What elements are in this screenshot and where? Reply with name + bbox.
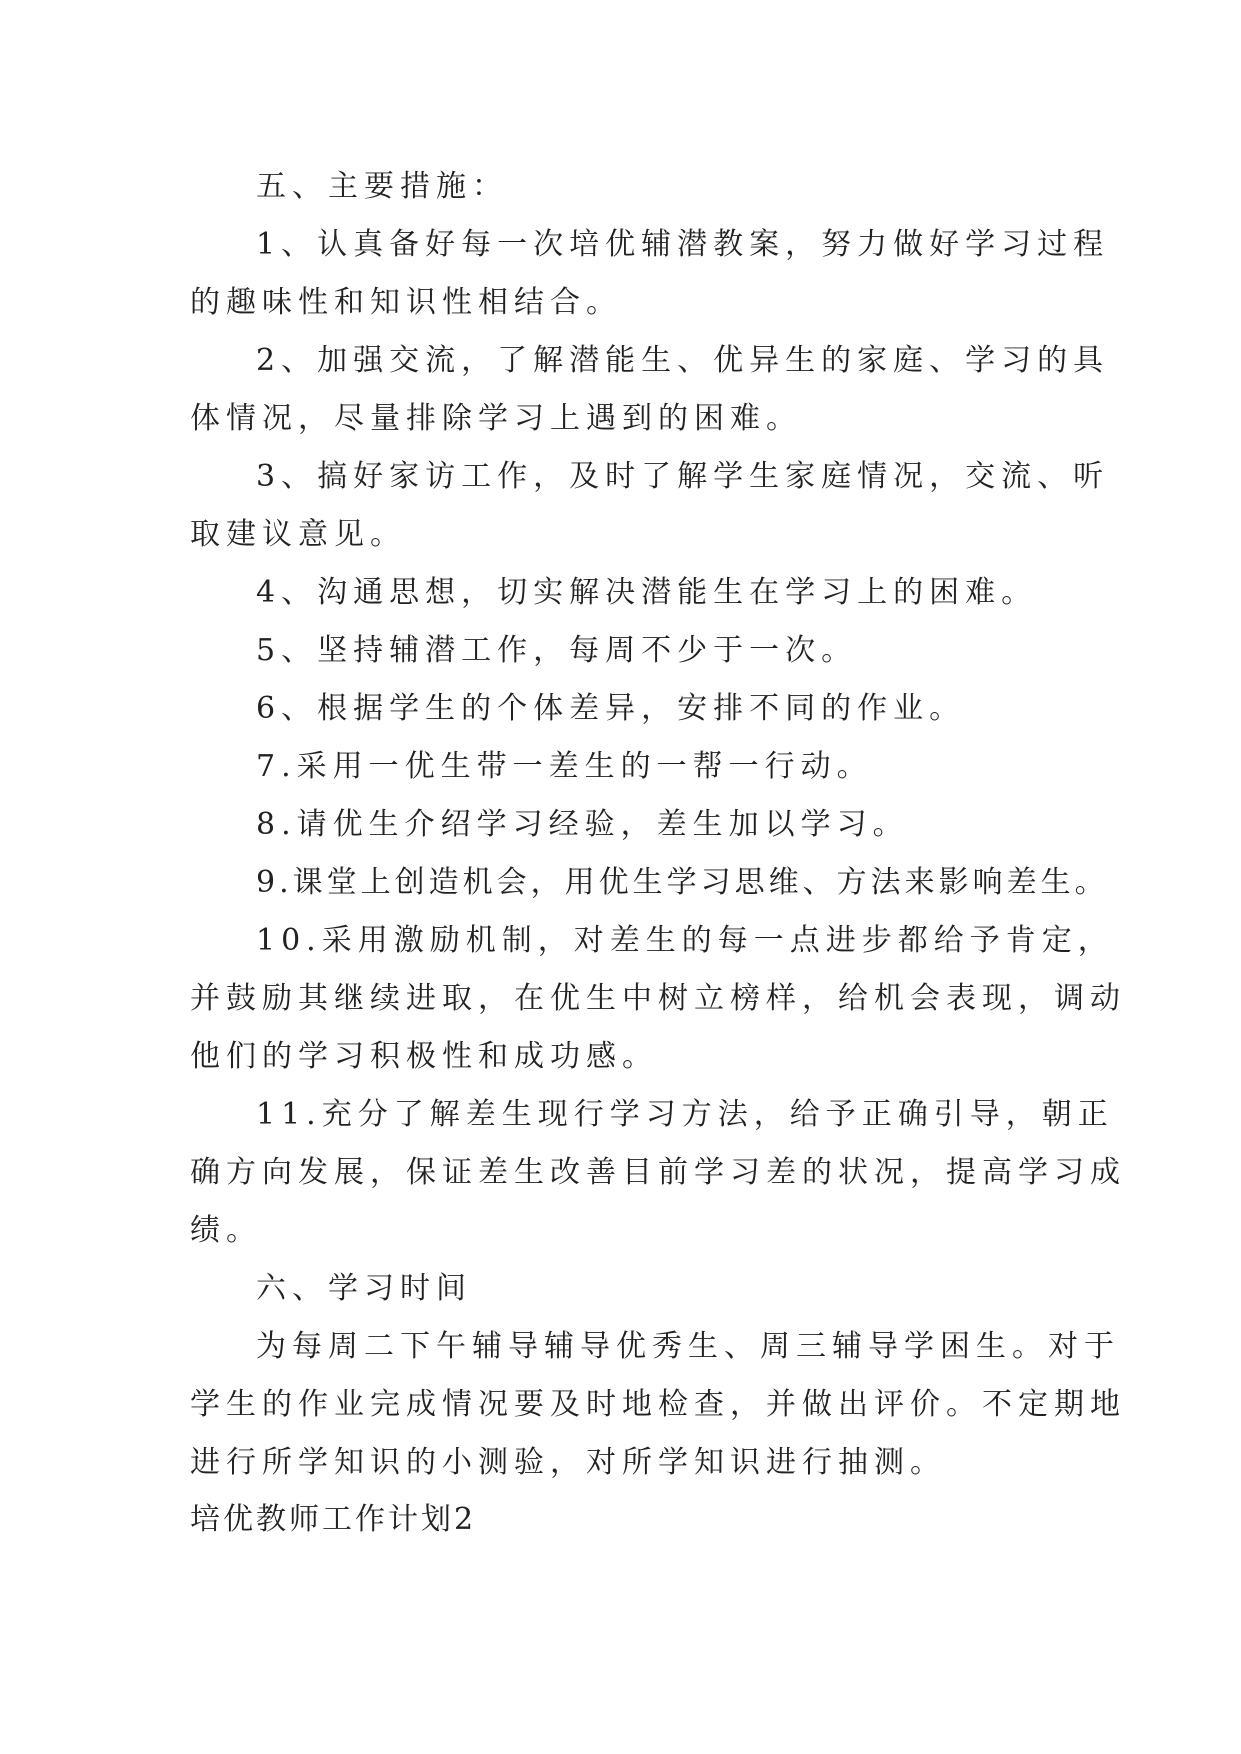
paragraph-line: 体情况，尽量排除学习上遇到的困难。 [190,401,802,436]
paragraph-line: 6、根据学生的个体差异，安排不同的作业。 [256,691,966,726]
paragraph-line: 2、加强交流，了解潜能生、优异生的家庭、学习的具 [256,343,1110,378]
paragraph-line: 学生的作业完成情况要及时地检查，并做出评价。不定期地 [190,1387,1126,1422]
section-heading-study-time: 六、学习时间 [256,1271,472,1306]
paragraph-line: 并鼓励其继续进取，在优生中树立榜样，给机会表现，调动 [190,981,1126,1016]
paragraph-line: 9.课堂上创造机会，用优生学习思维、方法来影响差生。 [256,865,1109,900]
paragraph-line: 7.采用一优生带一差生的一帮一行动。 [256,749,873,784]
paragraph-line: 5、坚持辅潜工作，每周不少于一次。 [256,633,858,668]
paragraph-line: 3、搞好家访工作，及时了解学生家庭情况，交流、听 [256,459,1110,494]
paragraph-line: 4、沟通思想，切实解决潜能生在学习上的困难。 [256,575,1038,610]
paragraph-line: 为每周二下午辅导辅导优秀生、周三辅导学困生。对于 [256,1329,1120,1364]
paragraph-line: 取建议意见。 [190,517,406,552]
paragraph-line: 他们的学习积极性和成功感。 [190,1039,658,1074]
paragraph-line: 10.采用激励机制，对差生的每一点进步都给予肯定， [256,923,1114,958]
paragraph-line: 的趣味性和知识性相结合。 [190,285,622,320]
paragraph-line: 绩。 [190,1213,262,1248]
paragraph-line: 1、认真备好每一次培优辅潜教案，努力做好学习过程 [256,227,1110,262]
paragraph-line: 进行所学知识的小测验，对所学知识进行抽测。 [190,1445,946,1480]
section-heading-measures: 五、主要措施： [256,169,508,204]
document-title-next: 培优教师工作计划2 [190,1502,477,1537]
paragraph-line: 确方向发展，保证差生改善目前学习差的状况，提高学习成 [190,1155,1126,1190]
paragraph-line: 11.充分了解差生现行学习方法，给予正确引导，朝正 [256,1097,1114,1132]
paragraph-line: 8.请优生介绍学习经验，差生加以学习。 [256,807,909,842]
